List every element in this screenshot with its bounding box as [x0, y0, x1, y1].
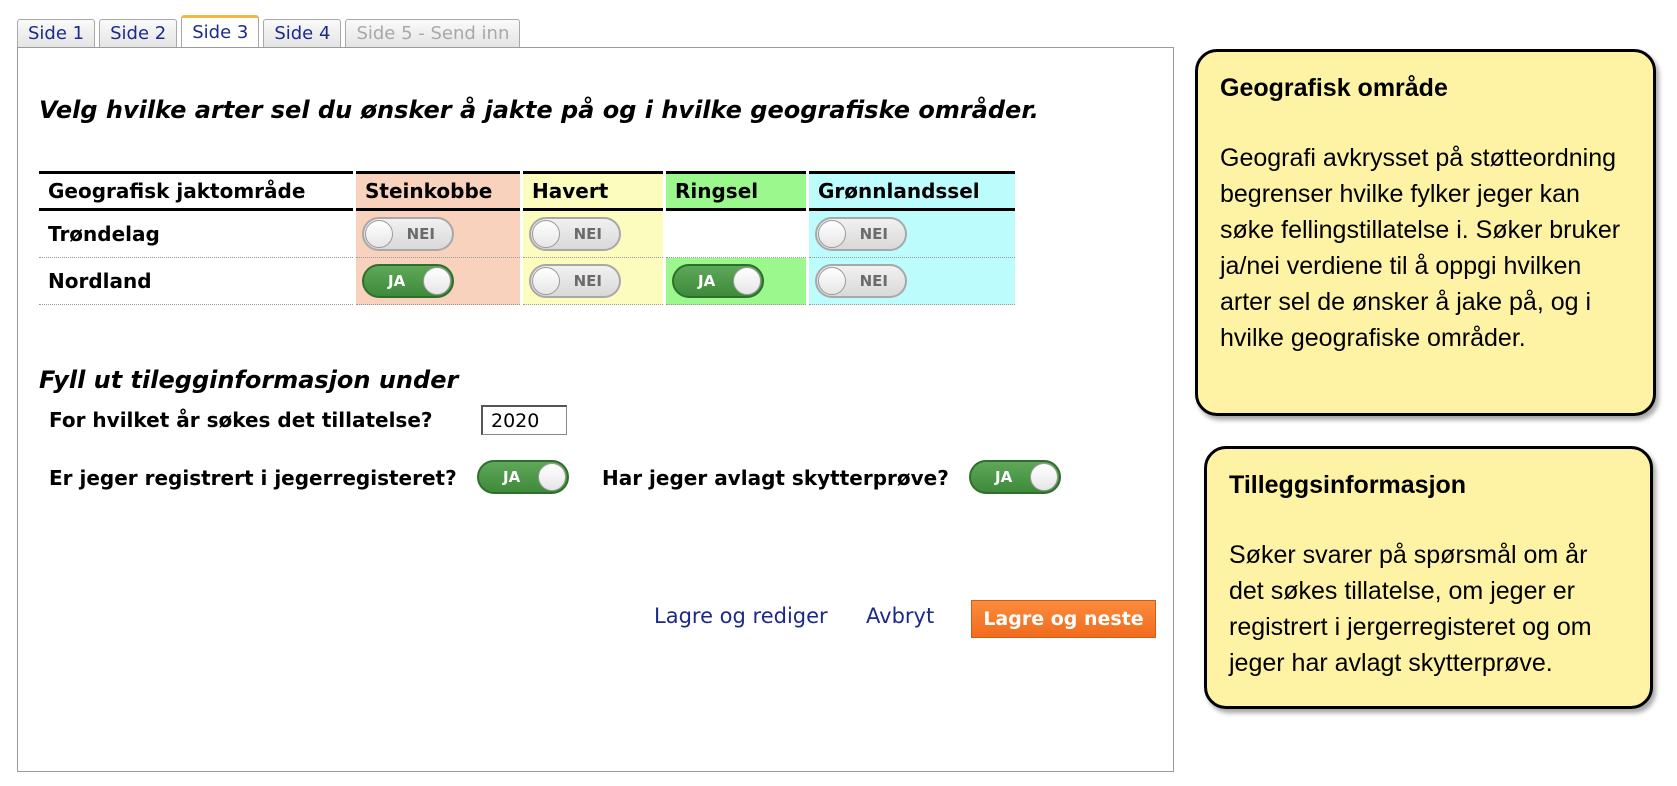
region-column-header: Geografisk jaktområde: [39, 171, 353, 211]
cell-trondelag-steinkobbe: [356, 211, 520, 258]
toggle-knob: [1030, 463, 1058, 491]
callout-title: Tilleggsinformasjon: [1229, 471, 1467, 499]
toggle-label: NEI: [573, 272, 602, 290]
toggle-nordland-ringsel[interactable]: [672, 264, 764, 298]
toggle-jegerregister[interactable]: [477, 460, 569, 494]
toggle-knob: [532, 267, 560, 295]
save-and-edit-link[interactable]: Lagre og rediger: [654, 604, 828, 628]
toggle-nordland-gronnlandssel[interactable]: [815, 264, 907, 298]
cell-nordland-ringsel: [666, 258, 806, 305]
toggle-knob: [423, 267, 451, 295]
callout-body: Søker svarer på spørsmål om år det søkes tillatelse, om jeger er registrert i jergerregisteret og om jeger har avlagt skytterprøve.: [1229, 541, 1592, 677]
toggle-knob: [365, 220, 393, 248]
tab-side-3[interactable]: Side 3: [181, 15, 259, 48]
toggle-nordland-havert[interactable]: [529, 264, 621, 298]
callout-title: Geografisk område: [1220, 74, 1448, 102]
toggle-label: NEI: [406, 225, 435, 243]
table-row: [39, 258, 1015, 305]
toggle-label: JA: [698, 272, 716, 290]
tab-side-4[interactable]: Side 4: [263, 19, 341, 47]
toggle-label: JA: [388, 272, 406, 290]
callout-body: Geografi avkrysset på støtteordning begrenser hvilke fylker jeger kan søke fellingstillatelse i. Søker bruker ja/nei verdiene til å oppgi hvilken arter sel de ønsker å jake på, og i hvilke geografiske områder.: [1220, 144, 1621, 352]
cancel-link[interactable]: Avbryt: [866, 604, 935, 628]
year-input[interactable]: [481, 405, 567, 435]
save-and-next-button[interactable]: Lagre og neste: [971, 600, 1156, 638]
callout-geografisk-omrade: [1195, 49, 1656, 416]
species-region-table: [36, 171, 1018, 305]
cell-trondelag-havert: [523, 211, 663, 258]
tab-side-1[interactable]: Side 1: [17, 19, 95, 47]
toggle-trondelag-havert[interactable]: [529, 217, 621, 251]
toggle-label: NEI: [573, 225, 602, 243]
toggle-trondelag-gronnlandssel[interactable]: [815, 217, 907, 251]
toggle-nordland-steinkobbe[interactable]: [362, 264, 454, 298]
table-row: [39, 211, 1015, 258]
toggle-label: NEI: [859, 225, 888, 243]
toggle-label: JA: [995, 468, 1013, 486]
toggle-knob: [538, 463, 566, 491]
toggle-knob: [733, 267, 761, 295]
region-label-nordland: Nordland: [39, 258, 353, 305]
cell-trondelag-ringsel-empty: [666, 211, 806, 258]
tab-side-5-send-inn: Side 5 - Send inn: [345, 19, 520, 47]
tab-bar: [17, 15, 520, 47]
species-section-heading: Velg hvilke arter sel du ønsker å jakte på og i hvilke geografiske områder.: [39, 96, 1039, 124]
toggle-label: JA: [503, 468, 521, 486]
species-header-havert: Havert: [523, 171, 663, 211]
cell-nordland-havert: [523, 258, 663, 305]
tab-side-2[interactable]: Side 2: [99, 19, 177, 47]
species-header-ringsel: Ringsel: [666, 171, 806, 211]
registered-question-label: Er jeger registrert i jegerregisteret?: [49, 466, 457, 490]
toggle-knob: [818, 220, 846, 248]
species-header-gronnlandssel: Grønnlandssel: [809, 171, 1015, 211]
extra-info-heading: Fyll ut tilegginformasjon under: [39, 366, 459, 394]
shooting-test-question-label: Har jeger avlagt skytterprøve?: [602, 466, 949, 490]
region-label-trondelag: Trøndelag: [39, 211, 353, 258]
species-header-steinkobbe: Steinkobbe: [356, 171, 520, 211]
cell-nordland-gronnlandssel: [809, 258, 1015, 305]
form-panel: [17, 47, 1174, 772]
toggle-label: NEI: [859, 272, 888, 290]
callout-tilleggsinformasjon: [1204, 446, 1653, 709]
toggle-trondelag-steinkobbe[interactable]: [362, 217, 454, 251]
cell-nordland-steinkobbe: [356, 258, 520, 305]
toggle-knob: [532, 220, 560, 248]
table-header-row: [39, 171, 1015, 211]
toggle-skytterprove[interactable]: [969, 460, 1061, 494]
year-question-label: For hvilket år søkes det tillatelse?: [49, 408, 433, 432]
toggle-knob: [818, 267, 846, 295]
cell-trondelag-gronnlandssel: [809, 211, 1015, 258]
